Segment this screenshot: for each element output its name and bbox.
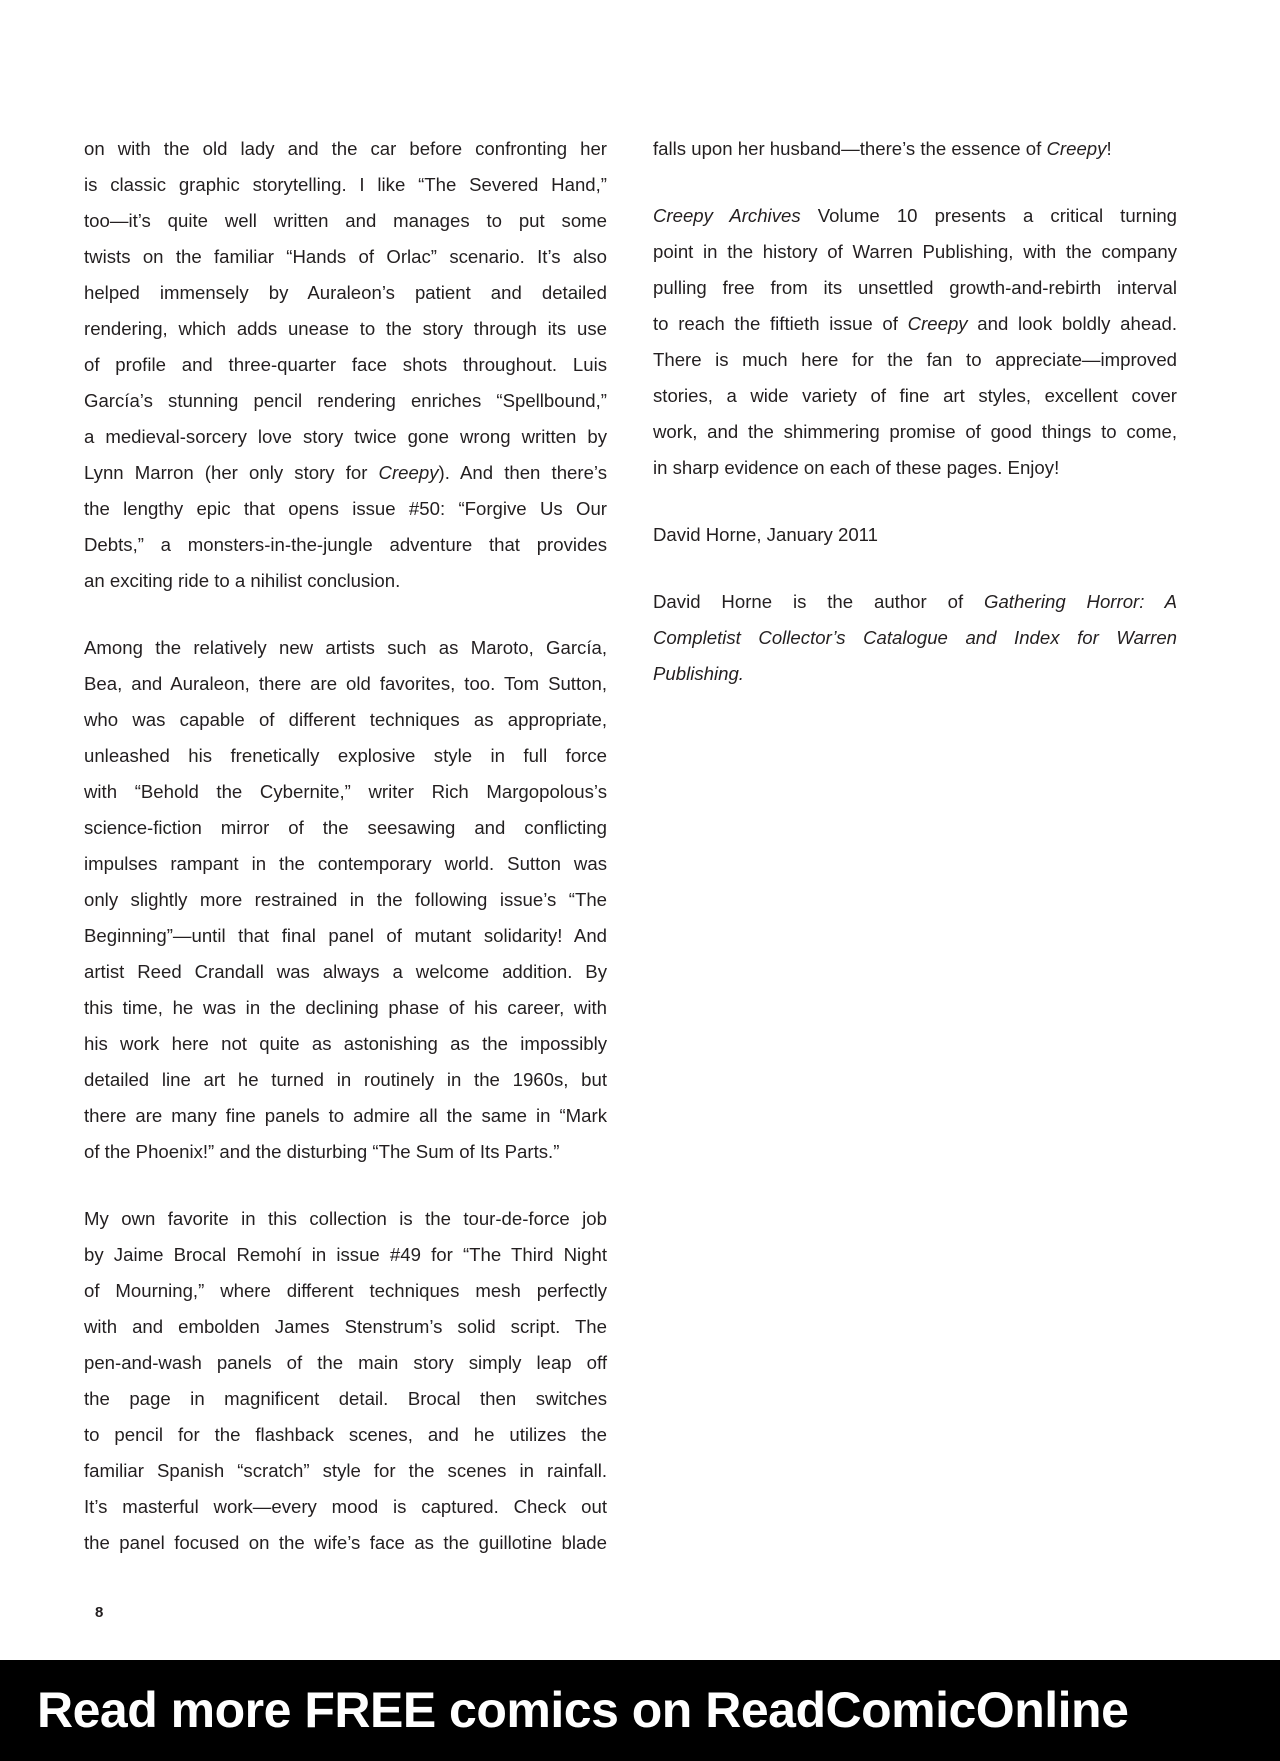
italic-title-text: Creepy: [907, 313, 968, 334]
text-line: [84, 1381, 607, 1417]
text-line: [84, 239, 607, 275]
text-segment: this time, he was in the declining phase of his career, with: [84, 997, 607, 1018]
text-segment: pulling free from its unsettled growth-and-rebirth interval: [653, 277, 1177, 298]
text-segment: to pencil for the flashback scenes, and he utilizes the: [84, 1424, 607, 1445]
text-line: [653, 342, 1177, 378]
text-segment: helped immensely by Auraleon’s patient and detailed: [84, 282, 607, 303]
text-line: [84, 311, 607, 347]
text-segment: point in the history of Warren Publishing, with the company: [653, 241, 1177, 262]
text-segment: impulses rampant in the contemporary world. Sutton was: [84, 853, 607, 874]
text-line: [84, 1201, 607, 1237]
text-line: [84, 167, 607, 203]
text-line: [84, 666, 607, 702]
text-line: [84, 1098, 607, 1134]
text-line: [84, 1453, 607, 1489]
text-line: [84, 347, 607, 383]
text-line: [84, 1309, 607, 1345]
text-segment: Debts,” a monsters-in-the-jungle adventure that provides: [84, 534, 607, 555]
text-segment: of Mourning,” where different techniques mesh perfectly: [84, 1280, 607, 1301]
text-line: [84, 1525, 607, 1561]
text-line: [84, 527, 607, 563]
paragraph: [653, 584, 1177, 692]
paragraph: [84, 630, 607, 1170]
text-segment: familiar Spanish “scratch” style for the scenes in rainfall.: [84, 1460, 607, 1481]
text-line: [84, 738, 607, 774]
text-segment: Bea, and Auraleon, there are old favorites, too. Tom Sutton,: [84, 673, 607, 694]
text-segment: of the Phoenix!” and the disturbing “The Sum of Its Parts.”: [84, 1141, 560, 1162]
text-line: [653, 131, 1177, 167]
text-segment: an exciting ride to a nihilist conclusion.: [84, 570, 401, 591]
right-text-column: [653, 131, 1177, 723]
text-segment: with and embolden James Stenstrum’s solid script. The: [84, 1316, 607, 1337]
text-segment: who was capable of different techniques as appropriate,: [84, 709, 607, 730]
text-segment: Beginning”—until that final panel of mutant solidarity! And: [84, 925, 607, 946]
text-segment: Among the relatively new artists such as Maroto, García,: [84, 637, 607, 658]
text-line: [84, 455, 607, 491]
text-line: [84, 1417, 607, 1453]
text-segment: the panel focused on the wife’s face as the guillotine blade: [84, 1532, 607, 1553]
text-segment: on with the old lady and the car before confronting her: [84, 138, 607, 159]
text-segment: It’s masterful work—every mood is captured. Check out: [84, 1496, 607, 1517]
text-segment: Volume 10 presents a critical turning: [800, 205, 1178, 226]
text-line: [84, 882, 607, 918]
text-segment: artist Reed Crandall was always a welcome addition. By: [84, 961, 607, 982]
paragraph: [84, 1201, 607, 1561]
text-line: [84, 1273, 607, 1309]
page-number: 8: [95, 1604, 104, 1621]
text-segment: Lynn Marron (her only story for: [84, 462, 379, 483]
text-segment: there are many fine panels to admire all the same in “Mark: [84, 1105, 607, 1126]
text-line: [84, 131, 607, 167]
promo-banner[interactable]: [0, 1660, 1280, 1761]
text-line: [84, 1026, 607, 1062]
text-segment: stories, a wide variety of fine art styles, excellent cover: [653, 385, 1177, 406]
promo-banner-text[interactable]: Read more FREE comics on ReadComicOnline: [37, 1682, 1129, 1738]
text-segment: work, and the shimmering promise of good things to come,: [653, 421, 1177, 442]
text-segment: by Jaime Brocal Remohí in issue #49 for “The Third Night: [84, 1244, 607, 1265]
text-line: [84, 419, 607, 455]
paragraph: [653, 198, 1177, 486]
text-segment: pen-and-wash panels of the main story simply leap off: [84, 1352, 607, 1373]
text-line: [84, 1237, 607, 1273]
text-line: [653, 414, 1177, 450]
text-segment: There is much here for the fan to appreciate—improved: [653, 349, 1177, 370]
text-line: [653, 517, 1177, 553]
text-segment: unleashed his frenetically explosive style in full force: [84, 745, 607, 766]
italic-title-text: Completist Collector’s Catalogue and Index for Warren: [653, 627, 1177, 648]
left-text-column: [84, 131, 607, 1592]
text-segment: García’s stunning pencil rendering enriches “Spellbound,”: [84, 390, 607, 411]
text-segment: with “Behold the Cybernite,” writer Rich Margopolous’s: [84, 781, 607, 802]
text-line: [84, 990, 607, 1026]
text-segment: ). And then there’s: [438, 462, 608, 483]
text-segment: is classic graphic storytelling. I like “The Severed Hand,”: [84, 174, 607, 195]
paragraph: [84, 131, 607, 599]
text-segment: rendering, which adds unease to the story through its use: [84, 318, 607, 339]
text-line: [653, 656, 1177, 692]
text-line: [84, 203, 607, 239]
text-line: [653, 198, 1177, 234]
text-segment: and look boldly ahead.: [967, 313, 1178, 334]
text-segment: to reach the fiftieth issue of: [653, 313, 908, 334]
italic-title-text: Creepy: [378, 462, 439, 483]
text-line: [84, 810, 607, 846]
text-segment: in sharp evidence on each of these pages. Enjoy!: [653, 457, 1060, 478]
text-segment: his work here not quite as astonishing as the impossibly: [84, 1033, 607, 1054]
text-segment: the lengthy epic that opens issue #50: “Forgive Us Our: [84, 498, 607, 519]
text-line: [84, 846, 607, 882]
text-line: [653, 270, 1177, 306]
italic-title-text: Gathering Horror: A: [984, 591, 1177, 612]
text-line: [84, 1062, 607, 1098]
text-line: [84, 1134, 607, 1170]
text-line: [84, 954, 607, 990]
text-line: [653, 620, 1177, 656]
text-line: [84, 1345, 607, 1381]
text-segment: of profile and three-quarter face shots throughout. Luis: [84, 354, 607, 375]
text-segment: falls upon her husband—there’s the essence of: [653, 138, 1047, 159]
text-segment: the page in magnificent detail. Brocal then switches: [84, 1388, 607, 1409]
text-line: [653, 234, 1177, 270]
text-line: [653, 306, 1177, 342]
italic-title-text: Creepy Archives: [653, 205, 801, 226]
text-line: [84, 774, 607, 810]
text-segment: My own favorite in this collection is the tour-de-force job: [84, 1208, 607, 1229]
text-segment: only slightly more restrained in the following issue’s “The: [84, 889, 607, 910]
text-segment: twists on the familiar “Hands of Orlac” scenario. It’s also: [84, 246, 607, 267]
text-line: [84, 630, 607, 666]
text-line: [84, 383, 607, 419]
text-line: [84, 1489, 607, 1525]
text-line: [653, 450, 1177, 486]
paragraph: [653, 517, 1177, 553]
text-line: [84, 563, 607, 599]
text-segment: David Horne is the author of: [653, 591, 984, 612]
text-line: [84, 702, 607, 738]
italic-title-text: Creepy: [1046, 138, 1107, 159]
text-line: [84, 491, 607, 527]
text-segment: too—it’s quite well written and manages to put some: [84, 210, 607, 231]
text-line: [84, 918, 607, 954]
text-segment: a medieval-sorcery love story twice gone wrong written by: [84, 426, 607, 447]
text-line: [653, 584, 1177, 620]
text-segment: science-fiction mirror of the seesawing and conflicting: [84, 817, 607, 838]
italic-title-text: Publishing.: [653, 663, 744, 684]
text-line: [84, 275, 607, 311]
text-line: [653, 378, 1177, 414]
text-segment: David Horne, January 2011: [653, 524, 878, 545]
text-segment: !: [1106, 138, 1112, 159]
text-segment: detailed line art he turned in routinely in the 1960s, but: [84, 1069, 607, 1090]
paragraph: [653, 131, 1177, 167]
